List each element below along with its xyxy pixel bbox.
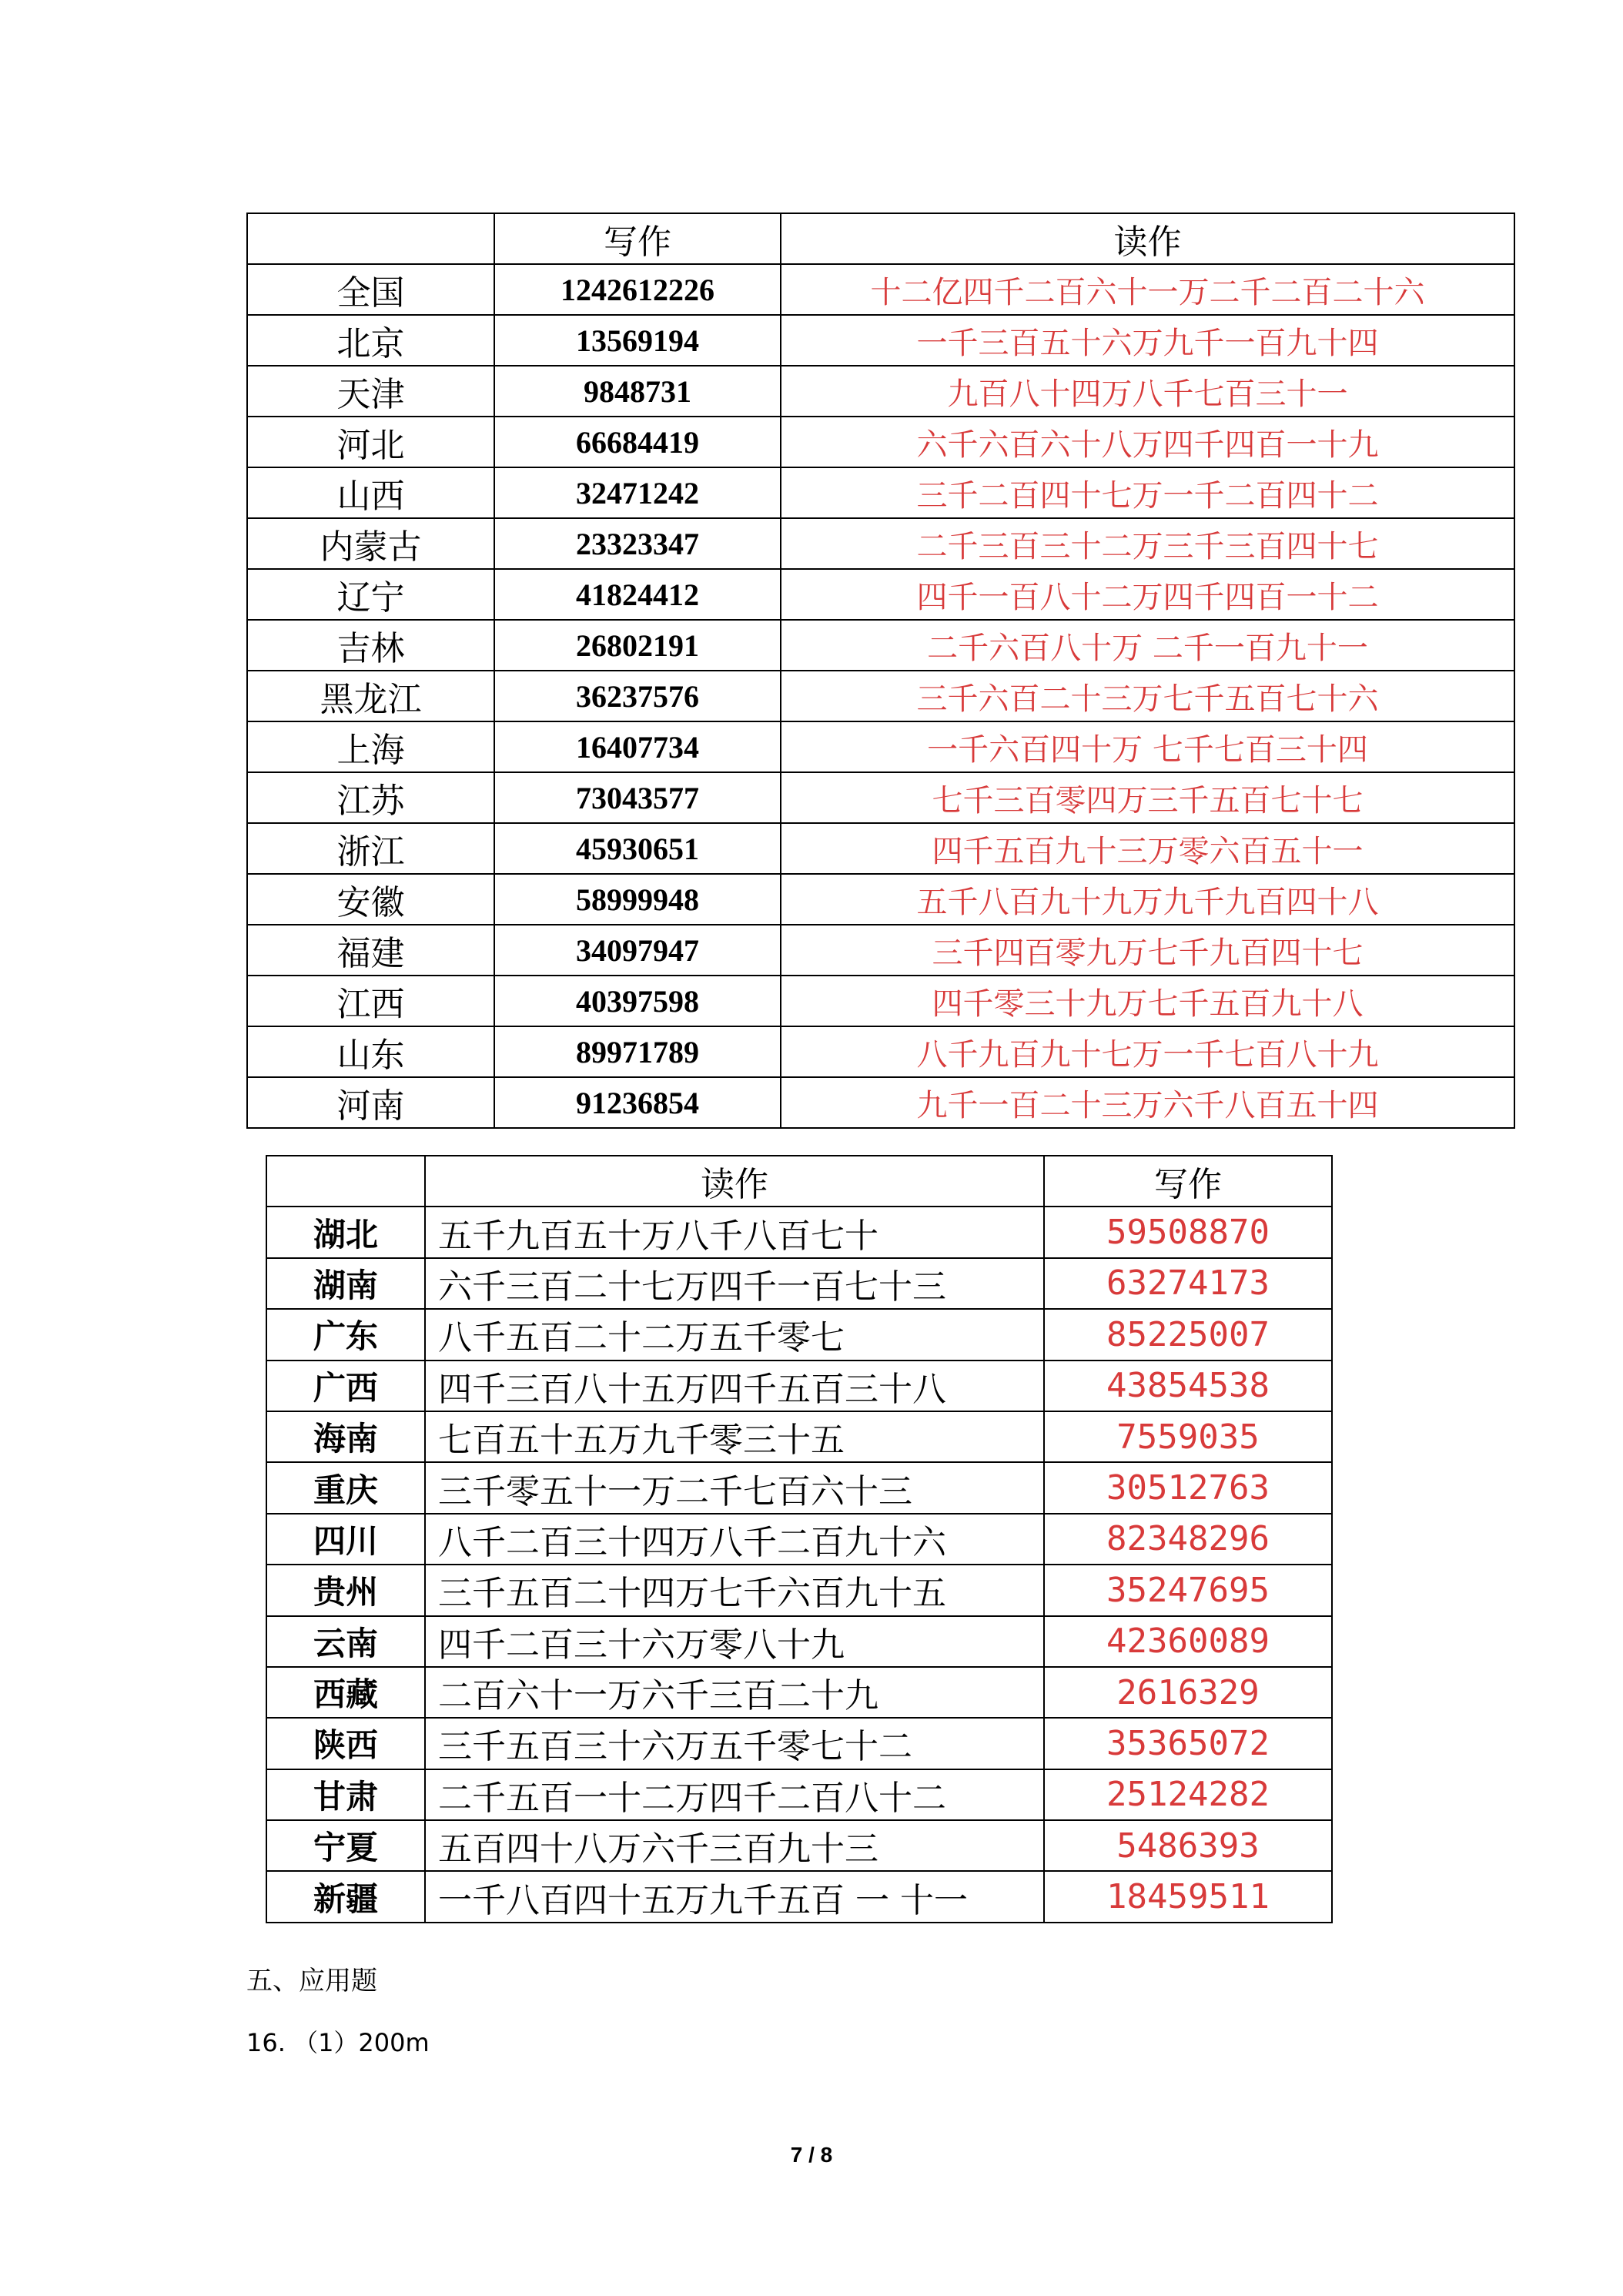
region-cell: 河南: [247, 1077, 494, 1128]
header-written: 写作: [1044, 1156, 1332, 1207]
table-row: [247, 569, 1514, 620]
table-row: [247, 823, 1514, 874]
read-text-cell: 三千五百三十六万五千零七十二: [425, 1718, 1044, 1769]
table-row: [266, 1871, 1332, 1922]
table-row: [266, 1514, 1332, 1565]
read-text-cell: 三千四百零九万七千九百四十七: [781, 925, 1514, 976]
region-cell: 贵州: [266, 1565, 425, 1615]
read-text-cell: 七千三百零四万三千五百七十七: [781, 772, 1514, 823]
region-cell: 广东: [266, 1309, 425, 1360]
read-text-cell: 三千五百二十四万七千六百九十五: [425, 1565, 1044, 1615]
written-number-cell: 30512763: [1044, 1462, 1332, 1513]
header-read: 读作: [781, 213, 1514, 264]
written-number-cell: 45930651: [494, 823, 781, 874]
table-row: [247, 1026, 1514, 1077]
table-row: [266, 1361, 1332, 1411]
table-row: [266, 1820, 1332, 1871]
table-row: [247, 976, 1514, 1026]
read-text-cell: 三千零五十一万二千七百六十三: [425, 1462, 1044, 1513]
written-number-cell: 26802191: [494, 620, 781, 671]
read-text-cell: 二千六百八十万 二千一百九十一: [781, 620, 1514, 671]
table-row: [247, 518, 1514, 569]
region-cell: 北京: [247, 315, 494, 366]
table-row: [266, 1616, 1332, 1667]
table-row: [266, 1258, 1332, 1309]
written-number-cell: 40397598: [494, 976, 781, 1026]
written-number-cell: 41824412: [494, 569, 781, 620]
written-number-cell: 9848731: [494, 366, 781, 417]
read-text-cell: 一千六百四十万 七千七百三十四: [781, 721, 1514, 772]
written-number-cell: 7559035: [1044, 1411, 1332, 1462]
read-text-cell: 五千八百九十九万九千九百四十八: [781, 874, 1514, 925]
written-number-cell: 36237576: [494, 671, 781, 721]
written-number-cell: 89971789: [494, 1026, 781, 1077]
table-row: [247, 772, 1514, 823]
read-text-cell: 五千九百五十万八千八百七十: [425, 1207, 1044, 1257]
table-row: [266, 1667, 1332, 1718]
region-cell: 甘肃: [266, 1769, 425, 1820]
read-text-cell: 四千五百九十三万零六百五十一: [781, 823, 1514, 874]
table-row: [247, 467, 1514, 518]
region-cell: 西藏: [266, 1667, 425, 1718]
table-row: [247, 366, 1514, 417]
region-cell: 重庆: [266, 1462, 425, 1513]
table-row: [266, 1769, 1332, 1820]
table-row: [247, 315, 1514, 366]
written-number-cell: 59508870: [1044, 1207, 1332, 1257]
written-number-cell: 25124282: [1044, 1769, 1332, 1820]
written-number-cell: 82348296: [1044, 1514, 1332, 1565]
region-cell: 安徽: [247, 874, 494, 925]
region-cell: 江西: [247, 976, 494, 1026]
table-row: [266, 1309, 1332, 1360]
region-cell: 辽宁: [247, 569, 494, 620]
read-text-cell: 九百八十四万八千七百三十一: [781, 366, 1514, 417]
region-cell: 山西: [247, 467, 494, 518]
population-table-2: [266, 1155, 1333, 1923]
population-table-1: [246, 213, 1515, 1129]
written-number-cell: 66684419: [494, 417, 781, 467]
read-text-cell: 六千三百二十七万四千一百七十三: [425, 1258, 1044, 1309]
read-text-cell: 六千六百六十八万四千四百一十九: [781, 417, 1514, 467]
table-row: [247, 620, 1514, 671]
table-header-row: [266, 1156, 1332, 1207]
table-row: [247, 925, 1514, 976]
read-text-cell: 九千一百二十三万六千八百五十四: [781, 1077, 1514, 1128]
table-row: [247, 721, 1514, 772]
read-text-cell: 二百六十一万六千三百二十九: [425, 1667, 1044, 1718]
region-cell: 陕西: [266, 1718, 425, 1769]
read-text-cell: 一千八百四十五万九千五百 一 十一: [425, 1871, 1044, 1922]
written-number-cell: 73043577: [494, 772, 781, 823]
read-text-cell: 四千三百八十五万四千五百三十八: [425, 1361, 1044, 1411]
written-number-cell: 91236854: [494, 1077, 781, 1128]
table-row: [247, 264, 1514, 315]
table-row: [247, 417, 1514, 467]
table-header-row: [247, 213, 1514, 264]
written-number-cell: 1242612226: [494, 264, 781, 315]
region-cell: 天津: [247, 366, 494, 417]
written-number-cell: 2616329: [1044, 1667, 1332, 1718]
read-text-cell: 八千二百三十四万八千二百九十六: [425, 1514, 1044, 1565]
region-cell: 上海: [247, 721, 494, 772]
region-cell: 新疆: [266, 1871, 425, 1922]
written-number-cell: 58999948: [494, 874, 781, 925]
table-row: [247, 671, 1514, 721]
header-blank: [266, 1156, 425, 1207]
region-cell: 四川: [266, 1514, 425, 1565]
read-text-cell: 一千三百五十六万九千一百九十四: [781, 315, 1514, 366]
written-number-cell: 42360089: [1044, 1616, 1332, 1667]
region-cell: 云南: [266, 1616, 425, 1667]
read-text-cell: 七百五十五万九千零三十五: [425, 1411, 1044, 1462]
section-title: 五、应用题: [246, 1966, 377, 1996]
region-cell: 吉林: [247, 620, 494, 671]
region-cell: 浙江: [247, 823, 494, 874]
written-number-cell: 35247695: [1044, 1565, 1332, 1615]
header-blank: [247, 213, 494, 264]
read-text-cell: 八千五百二十二万五千零七: [425, 1309, 1044, 1360]
region-cell: 全国: [247, 264, 494, 315]
written-number-cell: 5486393: [1044, 1820, 1332, 1871]
read-text-cell: 四千一百八十二万四千四百一十二: [781, 569, 1514, 620]
written-number-cell: 23323347: [494, 518, 781, 569]
table-row: [266, 1207, 1332, 1257]
read-text-cell: 二千三百三十二万三千三百四十七: [781, 518, 1514, 569]
table-row: [266, 1462, 1332, 1513]
region-cell: 海南: [266, 1411, 425, 1462]
table-row: [266, 1718, 1332, 1769]
table-row: [266, 1411, 1332, 1462]
written-number-cell: 32471242: [494, 467, 781, 518]
written-number-cell: 16407734: [494, 721, 781, 772]
region-cell: 广西: [266, 1361, 425, 1411]
read-text-cell: 三千六百二十三万七千五百七十六: [781, 671, 1514, 721]
read-text-cell: 二千五百一十二万四千二百八十二: [425, 1769, 1044, 1820]
region-cell: 黑龙江: [247, 671, 494, 721]
region-cell: 宁夏: [266, 1820, 425, 1871]
written-number-cell: 34097947: [494, 925, 781, 976]
region-cell: 内蒙古: [247, 518, 494, 569]
region-cell: 福建: [247, 925, 494, 976]
read-text-cell: 四千二百三十六万零八十九: [425, 1616, 1044, 1667]
answer-line: 16. （1）200m: [246, 2028, 430, 2057]
read-text-cell: 十二亿四千二百六十一万二千二百二十六: [781, 264, 1514, 315]
region-cell: 山东: [247, 1026, 494, 1077]
table-row: [247, 1077, 1514, 1128]
read-text-cell: 三千二百四十七万一千二百四十二: [781, 467, 1514, 518]
written-number-cell: 35365072: [1044, 1718, 1332, 1769]
read-text-cell: 五百四十八万六千三百九十三: [425, 1820, 1044, 1871]
read-text-cell: 四千零三十九万七千五百九十八: [781, 976, 1514, 1026]
header-read: 读作: [425, 1156, 1044, 1207]
header-written: 写作: [494, 213, 781, 264]
page-number: 7 / 8: [790, 2143, 833, 2167]
table-row: [266, 1565, 1332, 1615]
written-number-cell: 13569194: [494, 315, 781, 366]
table-row: [247, 874, 1514, 925]
region-cell: 江苏: [247, 772, 494, 823]
written-number-cell: 18459511: [1044, 1871, 1332, 1922]
written-number-cell: 63274173: [1044, 1258, 1332, 1309]
written-number-cell: 43854538: [1044, 1361, 1332, 1411]
region-cell: 河北: [247, 417, 494, 467]
read-text-cell: 八千九百九十七万一千七百八十九: [781, 1026, 1514, 1077]
region-cell: 湖南: [266, 1258, 425, 1309]
written-number-cell: 85225007: [1044, 1309, 1332, 1360]
region-cell: 湖北: [266, 1207, 425, 1257]
